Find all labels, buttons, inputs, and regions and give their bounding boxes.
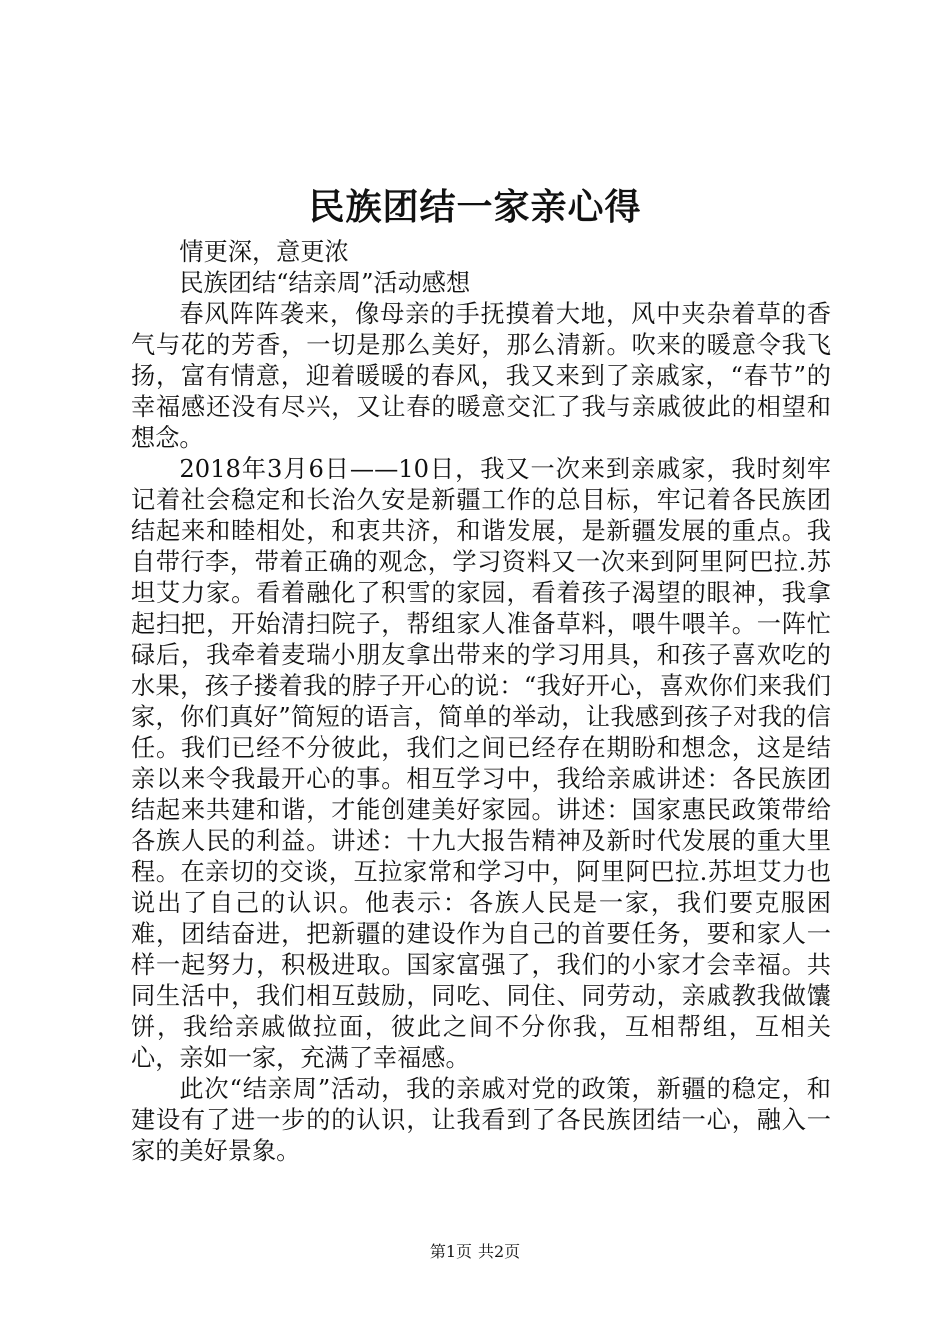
subtitle-line: 民族团结“结亲周”活动感想 xyxy=(179,269,471,297)
page-number: 第1页 xyxy=(429,1242,472,1261)
document-title: 民族团结一家亲心得 xyxy=(308,187,642,228)
body-paragraph: 此次“结亲周”活动，我的亲戚对党的政策，新疆的稳定，和建设有了进一步的的认识，让我看到了各民族团结一心，融入一家的美好景象。 xyxy=(131,1075,831,1165)
document-body xyxy=(131,237,831,1167)
page-total: 共2页 xyxy=(478,1242,521,1261)
body-paragraph: 2018年3月6日——10日，我又一次来到亲戚家，我时刻牢记着社会稳定和长治久安是新疆工作的总目标，牢记着各民族团结起来和睦相处，和衷共济，和谐发展，是新疆发展的重点。我自带行李，带着正确的观念，学习资料又一次来到阿里阿巴拉.苏坦艾力家。看着融化了积雪的家园，看着孩子渴望的眼神，我拿起扫把，开始清扫院子，帮组家人准备草料，喂牛喂羊。一阵忙碌后，我牵着麦瑞小朋友拿出带来的学习用具，和孩子喜欢吃的水果，孩子搂着我的脖子开心的说：“我好开心，喜欢你们来我们家，你们真好”简短的语言，简单的举动，让我感到孩子对我的信任。我们已经不分彼此，我们之间已经存在期盼和想念，这是结亲以来令我最开心的事。相互学习中，我给亲戚讲述：各民族团结起来共建和谐，才能创建美好家园。讲述：国家惠民政策带给各族人民的利益。讲述：十九大报告精神及新时代发展的重大里程。在亲切的交谈，互拉家常和学习中，阿里阿巴拉.苏坦艾力也说出了自己的认识。他表示：各族人民是一家，我们要克服困难，团结奋进，把新疆的建设作为自己的首要任务，要和家人一样一起努力，积极进取。国家富强了，我们的小家才会幸福。共同生活中，我们相互鼓励，同吃、同住、同劳动，亲戚教我做馕饼，我给亲戚做拉面，彼此之间不分你我，互相帮组，互相关心，亲如一家，充满了幸福感。 xyxy=(131,455,831,1072)
body-paragraph: 春风阵阵袭来，像母亲的手抚摸着大地，风中夹杂着草的香气与花的芳香，一切是那么美好，那么清新。吹来的暖意令我飞扬，富有情意，迎着暖暖的春风，我又来到了亲戚家，“春节”的幸福感还没有尽兴，又让春的暖意交汇了我与亲戚彼此的相望和想念。 xyxy=(131,300,831,452)
page-footer xyxy=(0,1241,950,1263)
subtitle-line: 情更深，意更浓 xyxy=(179,238,349,266)
